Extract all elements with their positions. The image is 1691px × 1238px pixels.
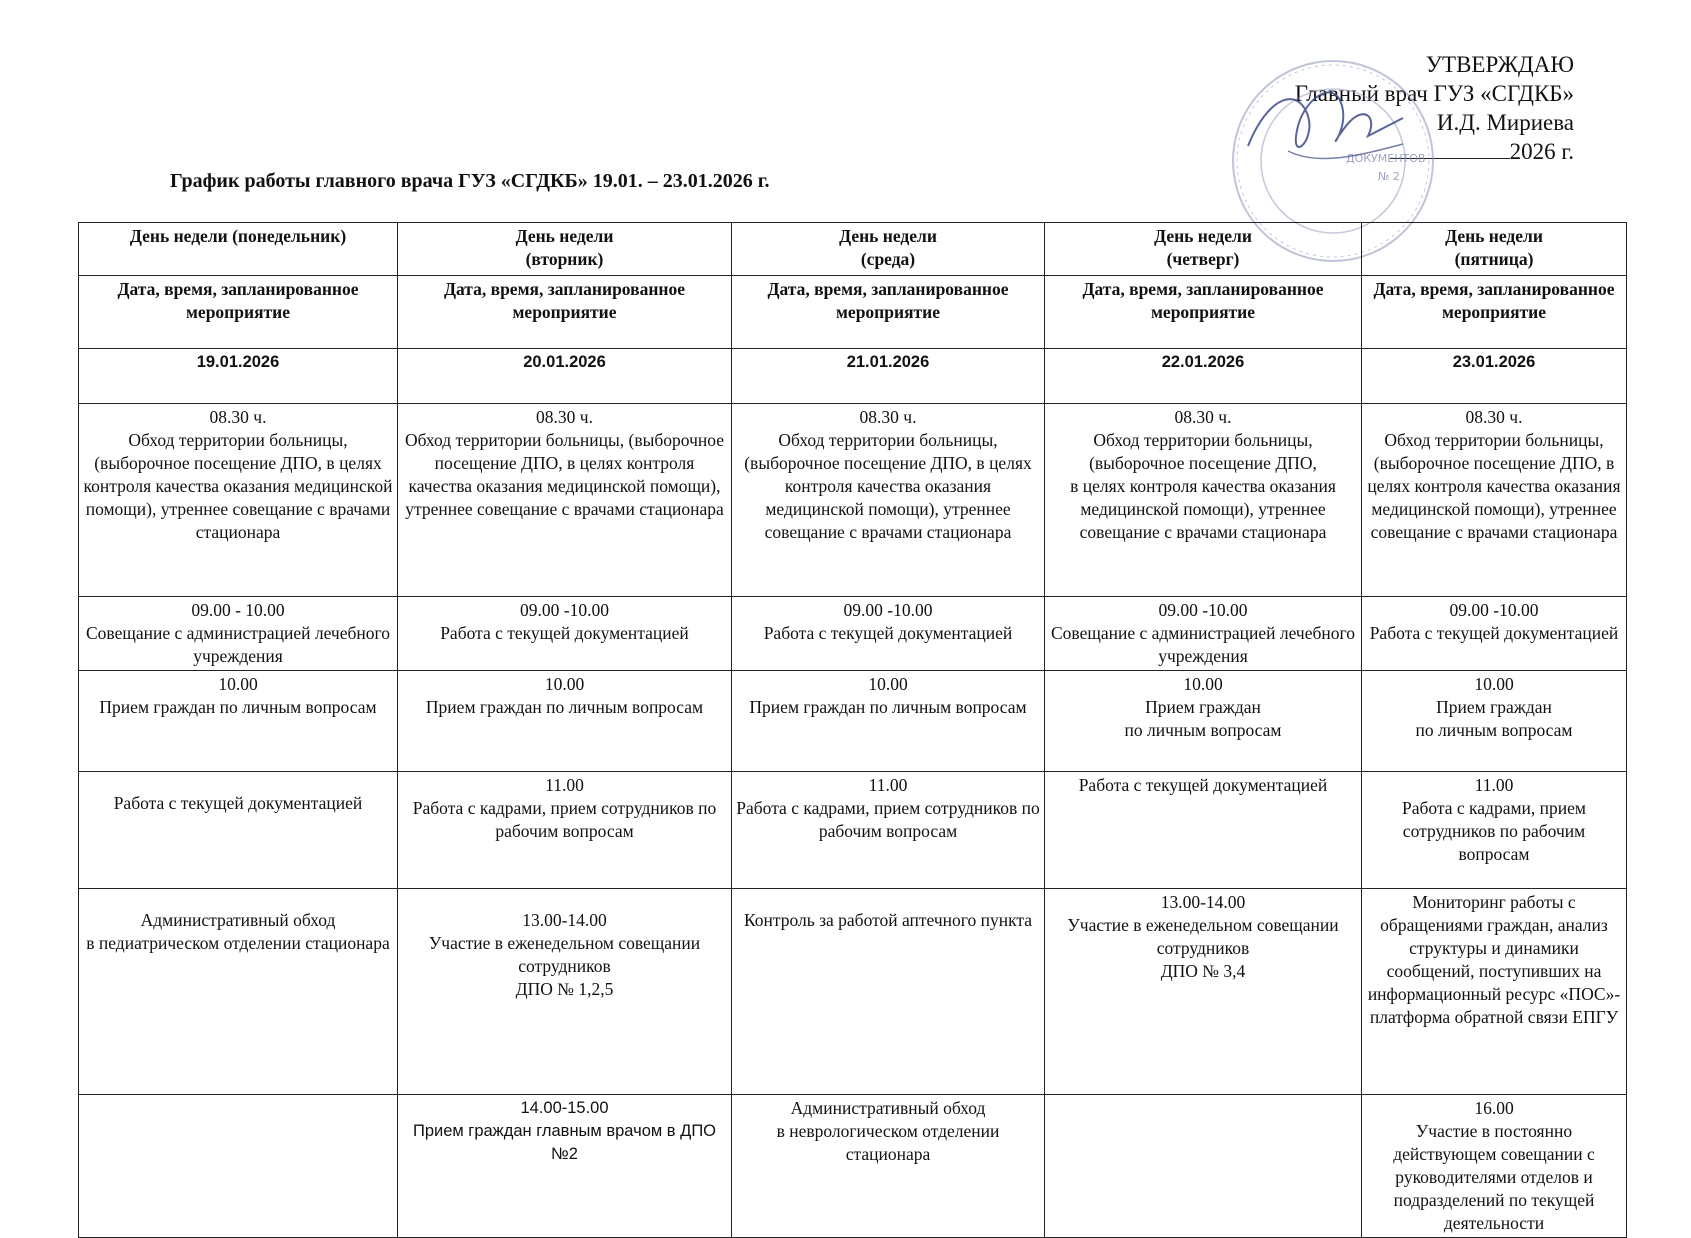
schedule-cell: 08.30 ч. Обход территории больницы, (выборочное посещение ДПО, в целях контроля качества оказания медицинской помощи), утреннее совещание с врачами стационара bbox=[79, 404, 398, 597]
schedule-cell: Административный обход в неврологическом отделении стационара bbox=[732, 1095, 1045, 1238]
date-cell: 23.01.2026 bbox=[1362, 349, 1627, 404]
approval-block bbox=[1295, 50, 1574, 166]
date-cell: 22.01.2026 bbox=[1045, 349, 1362, 404]
schedule-cell: 10.00 Прием граждан по личным вопросам bbox=[79, 671, 398, 772]
header-friday: День недели (пятница) bbox=[1362, 223, 1627, 276]
schedule-cell: 14.00-15.00 Прием граждан главным врачом в ДПО №2 bbox=[398, 1095, 732, 1238]
header-monday: День недели (понедельник) bbox=[79, 223, 398, 276]
schedule-cell: 10.00 Прием граждан по личным вопросам bbox=[732, 671, 1045, 772]
subheader-cell: Дата, время, запланированное мероприятие bbox=[398, 276, 732, 349]
schedule-cell: 10.00 Прием граждан по личным вопросам bbox=[398, 671, 732, 772]
approval-heading: УТВЕРЖДАЮ bbox=[1425, 52, 1574, 77]
header-row bbox=[79, 223, 1627, 276]
schedule-cell: 10.00 Прием граждан по личным вопросам bbox=[1045, 671, 1362, 772]
schedule-cell: Работа с текущей документацией bbox=[79, 772, 398, 889]
schedule-cell bbox=[1045, 1095, 1362, 1238]
schedule-cell: 08.30 ч. Обход территории больницы, (выборочное посещение ДПО, в целях контроля качества оказания медицинской помощи), утреннее совещание с врачами стационара bbox=[732, 404, 1045, 597]
schedule-cell bbox=[79, 1095, 398, 1238]
subheader-row bbox=[79, 276, 1627, 349]
date-cell: 20.01.2026 bbox=[398, 349, 732, 404]
stamp-text: ДОКУМЕНТОВ bbox=[1346, 152, 1426, 165]
date-cell: 19.01.2026 bbox=[79, 349, 398, 404]
schedule-cell: 16.00 Участие в постоянно действующем совещании с руководителями отделов и подразделений по текущей деятельности bbox=[1362, 1095, 1627, 1238]
schedule-cell: 13.00-14.00 Участие в еженедельном совещании сотрудников ДПО № 3,4 bbox=[1045, 889, 1362, 1095]
schedule-cell: 11.00 Работа с кадрами, прием сотрудников по рабочим вопросам bbox=[732, 772, 1045, 889]
schedule-cell: Работа с текущей документацией bbox=[1045, 772, 1362, 889]
date-blank-line bbox=[1390, 140, 1510, 159]
date-row bbox=[79, 349, 1627, 404]
header-wednesday: День недели (среда) bbox=[732, 223, 1045, 276]
subheader-cell: Дата, время, запланированное мероприятие bbox=[1362, 276, 1627, 349]
schedule-cell: 09.00 -10.00 Работа с текущей документацией bbox=[732, 597, 1045, 671]
subheader-cell: Дата, время, запланированное мероприятие bbox=[732, 276, 1045, 349]
schedule-cell: 09.00 -10.00 Совещание с администрацией лечебного учреждения bbox=[1045, 597, 1362, 671]
approver-position: Главный врач ГУЗ «СГДКБ» bbox=[1294, 81, 1574, 106]
schedule-cell: Мониторинг работы с обращениями граждан, анализ структуры и динамики сообщений, поступивших на информационный ресурс «ПОС»- платформа обратной связи ЕПГУ bbox=[1362, 889, 1627, 1095]
schedule-cell: Административный обход в педиатрическом отделении стационара bbox=[79, 889, 398, 1095]
approver-name: И.Д. Мириева bbox=[1436, 110, 1574, 135]
document-title: График работы главного врача ГУЗ «СГДКБ» 19.01. – 23.01.2026 г. bbox=[170, 170, 770, 192]
schedule-cell: 08.30 ч. Обход территории больницы, (выборочное посещение ДПО, в целях контроля качества оказания медицинской помощи), утреннее совещание с врачами стационара bbox=[1362, 404, 1627, 597]
table-row bbox=[79, 597, 1627, 671]
table-row bbox=[79, 404, 1627, 597]
schedule-table bbox=[78, 222, 1627, 1238]
subheader-cell: Дата, время, запланированное мероприятие bbox=[79, 276, 398, 349]
table-row bbox=[79, 889, 1627, 1095]
schedule-cell: 08.30 ч. Обход территории больницы, (выборочное посещение ДПО, в целях контроля качества оказания медицинской помощи), утреннее совещание с врачами стационара bbox=[1045, 404, 1362, 597]
approval-date-line bbox=[1295, 137, 1574, 166]
date-cell: 21.01.2026 bbox=[732, 349, 1045, 404]
table-row bbox=[79, 772, 1627, 889]
schedule-cell: Контроль за работой аптечного пункта bbox=[732, 889, 1045, 1095]
schedule-cell: 08.30 ч. Обход территории больницы, (выборочное посещение ДПО, в целях контроля качества оказания медицинской помощи), утреннее совещание с врачами стационара bbox=[398, 404, 732, 597]
table-row bbox=[79, 1095, 1627, 1238]
stamp-number: № 2 bbox=[1378, 170, 1400, 183]
header-tuesday: День недели (вторник) bbox=[398, 223, 732, 276]
approval-year: 2026 г. bbox=[1509, 139, 1574, 164]
schedule-cell: 13.00-14.00 Участие в еженедельном совещании сотрудников ДПО № 1,2,5 bbox=[398, 889, 732, 1095]
schedule-cell: 09.00 - 10.00 Совещание с администрацией лечебного учреждения bbox=[79, 597, 398, 671]
subheader-cell: Дата, время, запланированное мероприятие bbox=[1045, 276, 1362, 349]
schedule-cell: 09.00 -10.00 Работа с текущей документацией bbox=[398, 597, 732, 671]
schedule-cell: 11.00 Работа с кадрами, прием сотрудников по рабочим вопросам bbox=[1362, 772, 1627, 889]
schedule-cell: 10.00 Прием граждан по личным вопросам bbox=[1362, 671, 1627, 772]
table-row bbox=[79, 671, 1627, 772]
schedule-cell: 09.00 -10.00 Работа с текущей документацией bbox=[1362, 597, 1627, 671]
schedule-cell: 11.00 Работа с кадрами, прием сотрудников по рабочим вопросам bbox=[398, 772, 732, 889]
header-thursday: День недели (четверг) bbox=[1045, 223, 1362, 276]
